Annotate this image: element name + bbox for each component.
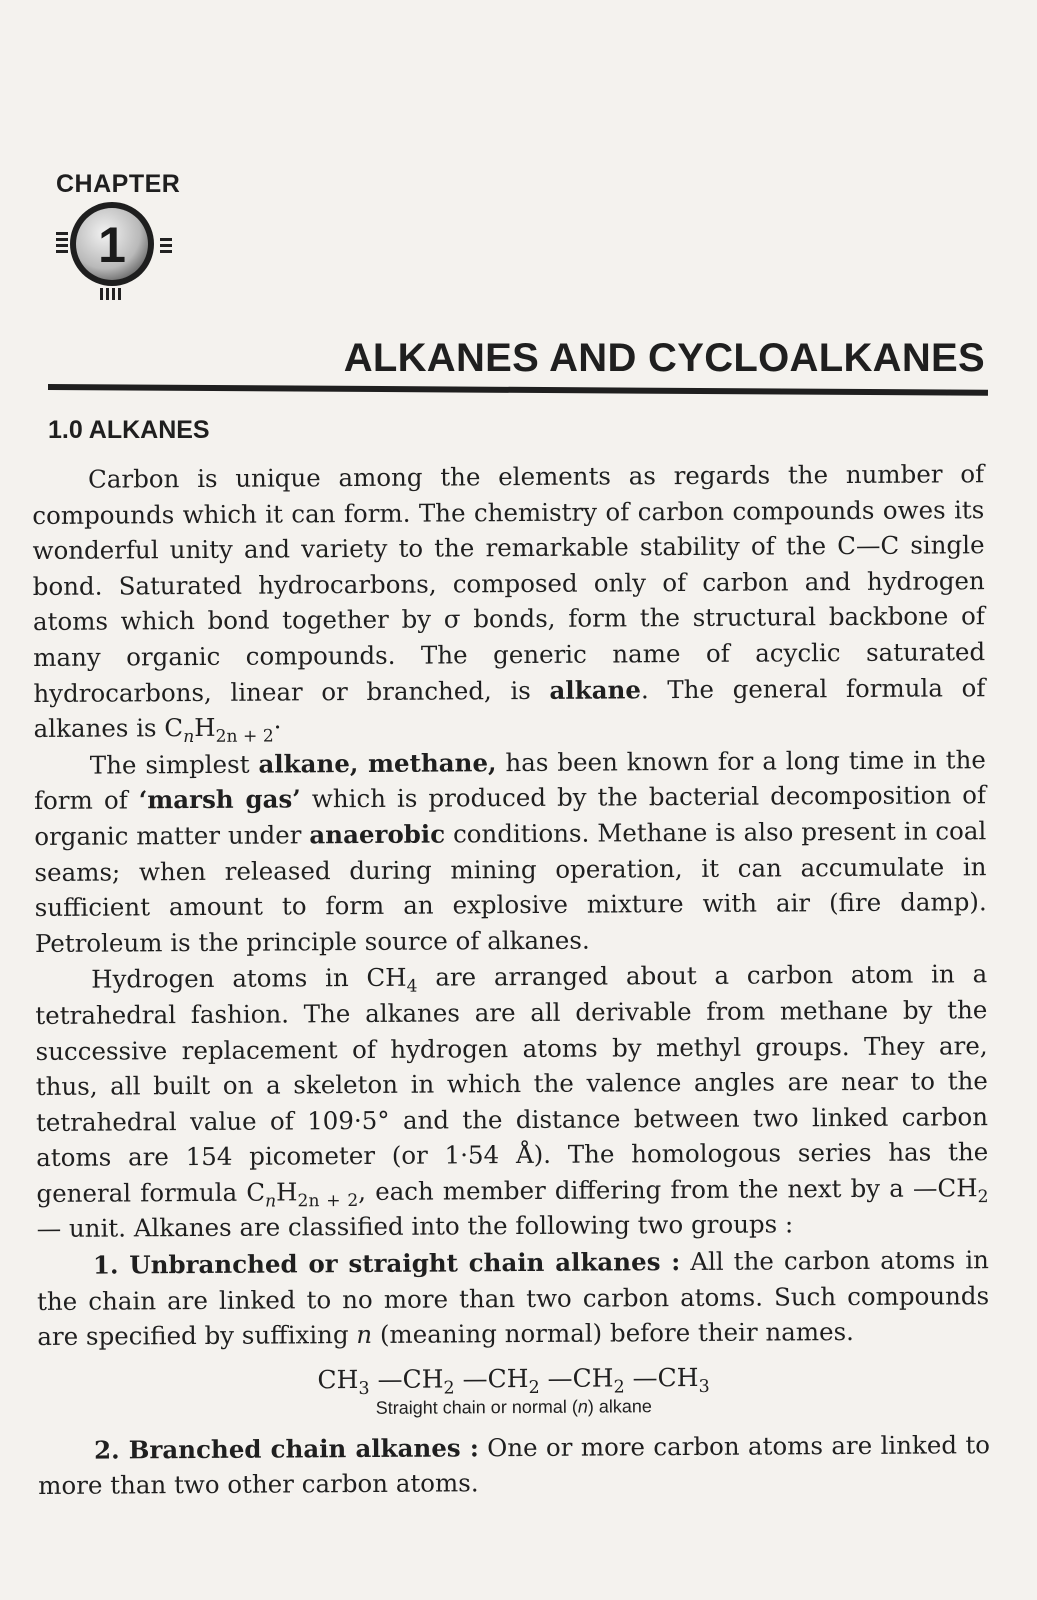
paragraph-2: The simplest alkane, methane, has been known for a long time in the form of ‘marsh gas’ which is produced by the bacterial decomposition of organic matter under anaerobic conditions. Methane is also present in coal seams; when released during mining operation, it can accumulate in sufficient amount to form an explosive mixture with air (fire damp). Petroleum is the principle source of alkanes. (33, 744, 987, 958)
paragraph-4: 1. Unbranched or straight chain alkanes : All the carbon atoms in the chain are linked to no more than two carbon atoms. Such compounds are specified by suffixing n (meaning normal) before their names. (37, 1245, 990, 1352)
chapter-title: ALKANES AND CYCLOALKANES (343, 336, 985, 380)
formula-caption: Straight chain or normal (n) alkane (375, 1396, 652, 1418)
pentane-formula: $CH_3$ $—CH_2$ $—CH_2$ $—CH_2$ $—CH_3$ (317, 1362, 710, 1399)
paragraph-1: Carbon is unique among the elements as regards the number of compounds which it can form. The chemistry of carbon compounds owes its wonderful unity and variety to the remarkable stability of the C—C single bond. Saturated hydrocarbons, composed only of carbon and hydrogen atoms which bond together by σ bonds, form the structural backbone of many organic compounds. The generic name of acyclic saturated hydrocarbons, linear or branched, is alkane. The general formula of alkanes is $C_nH_{2n + 2}\cdot$ (32, 459, 986, 748)
body-text (32, 456, 990, 1505)
chapter-number-badge (54, 200, 184, 310)
paragraph-3: Hydrogen atoms in $CH_4$ are arranged about a carbon atom in a tetrahedral fashion. The alkanes are all derivable from methane by the successive replacement of hydrogen atoms by methyl groups. They are, thus, all built on a skeleton in which the valence angles are near to the tetrahedral value of 109·5° and the distance between two linked carbon atoms are 154 picometer (or 1·54 Å). The homologous series has the general formula $C_nH_{2n + 2}$, each member differing from the next by a $—CH_2$ — unit. Alkanes are classified into the following two groups : (35, 959, 989, 1244)
chapter-number: 1 (98, 217, 126, 273)
chapter-label: CHAPTER (56, 170, 181, 198)
paragraph-5: 2. Branched chain alkanes : One or more carbon atoms are linked to more than two other carbon atoms. (38, 1430, 991, 1501)
straight-chain-formula (38, 1361, 990, 1423)
section-heading: 1.0 ALKANES (48, 416, 210, 444)
title-divider (48, 384, 988, 396)
